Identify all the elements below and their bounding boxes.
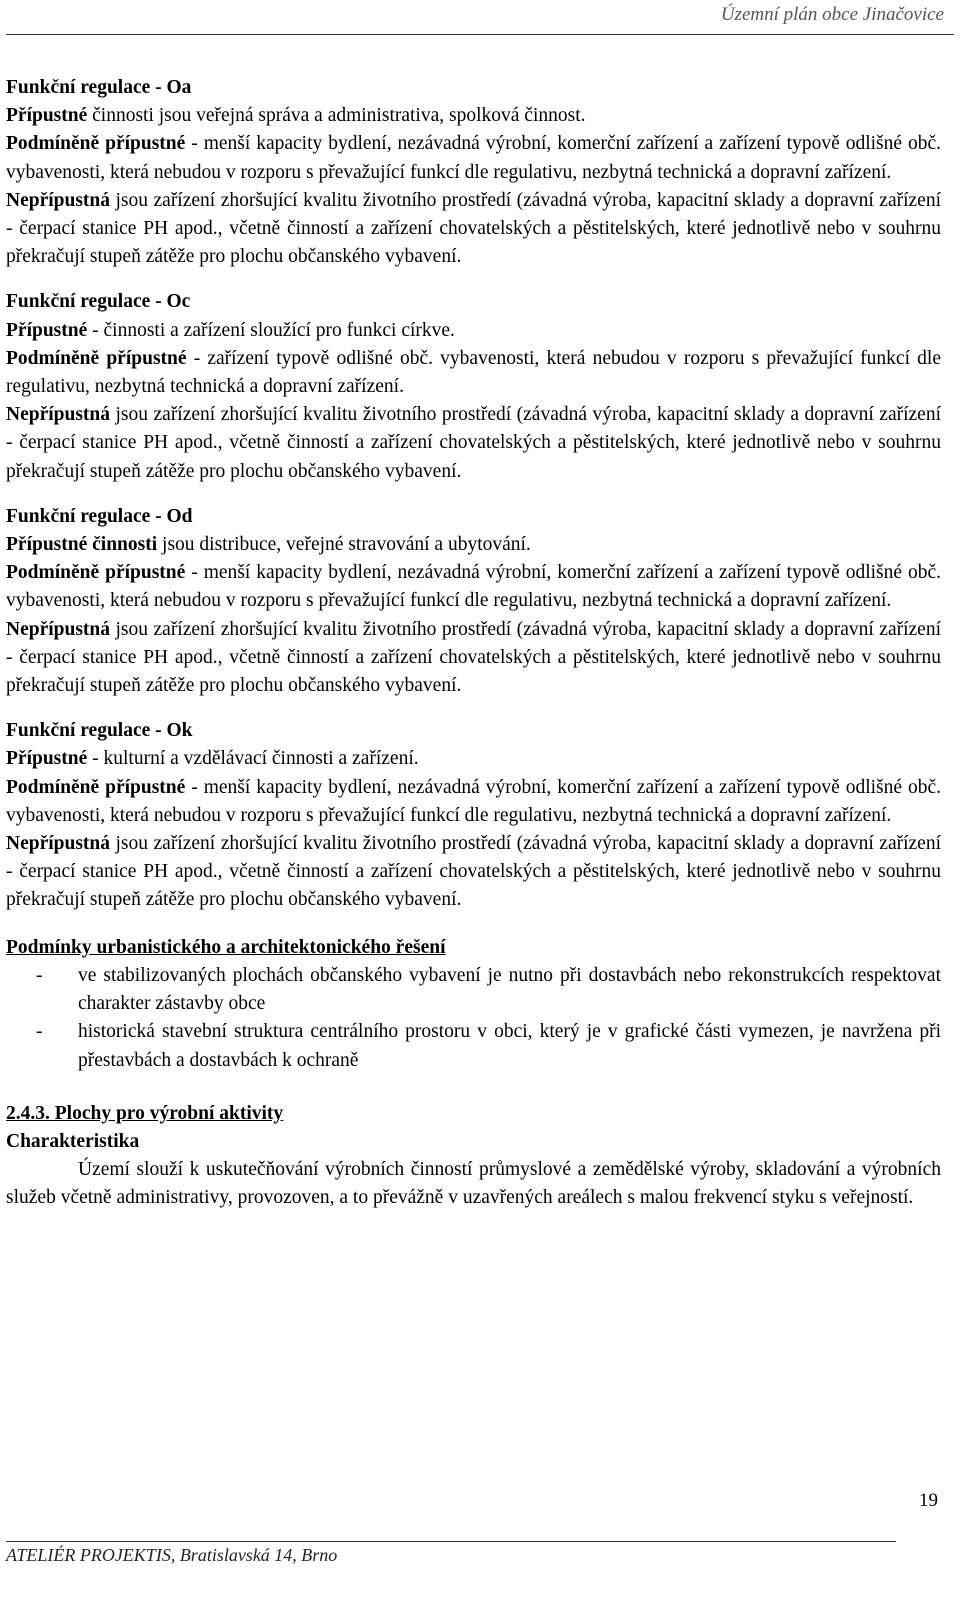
permitted-text: jsou distribuce, veřejné stravování a ubytování.: [157, 534, 531, 556]
document-header-title: Územní plán obce Jinačovice: [720, 4, 944, 25]
conditional-label: Podmíněně přípustné: [6, 133, 186, 155]
conditional-text: - zařízení typově odlišné obč. vybavenosti, která nebudou v rozporu s převažující funkcí dle regulativu, nezbytná technická a dopravní zařízení.: [6, 347, 941, 398]
permitted-label: Přípustné: [6, 319, 88, 341]
conditions-heading: Podmínky urbanistického a architektonického řešení: [6, 936, 446, 958]
section-title: Funkční regulace - Ok: [6, 720, 193, 742]
forbidden-paragraph: [6, 187, 941, 272]
section-title: Funkční regulace - Oc: [6, 291, 191, 313]
permitted-label: Přípustné: [6, 105, 88, 127]
list-item-text: historická stavební struktura centrálního prostoru v obci, který je v grafické části vymezen, je navržena při přestavbách a dostavbách k ochraně: [78, 1021, 941, 1071]
permitted-paragraph: [6, 102, 941, 130]
forbidden-label: Nepřípustná: [6, 404, 111, 426]
conditional-paragraph: [6, 130, 941, 186]
regulation-section-oa: [6, 74, 941, 271]
chapter-heading: 2.4.3. Plochy pro výrobní aktivity: [6, 1102, 284, 1124]
forbidden-text: jsou zařízení zhoršující kvalitu životního prostředí (závadná výroba, kapacitní sklady a dopravní zařízení - čerpací stanice PH apod., včetně činností a zařízení chovatelských a pěstitelských, které jednotlivě nebo v souhrnu překračují stupeň zátěže pro plochu občanského vybavení.: [6, 833, 941, 911]
conditional-label: Podmíněně přípustné: [6, 776, 186, 798]
regulation-section-oc: [6, 288, 941, 485]
regulation-section-od: [6, 503, 941, 700]
permitted-paragraph: [6, 531, 941, 559]
dash-bullet: -: [36, 1021, 43, 1043]
forbidden-label: Nepřípustná: [6, 189, 111, 211]
forbidden-text: jsou zařízení zhoršující kvalitu životního prostředí (závadná výroba, kapacitní sklady a dopravní zařízení - čerpací stanice PH apod., včetně činností a zařízení chovatelských a pěstitelských, které jednotlivě nebo v souhrnu překračují stupeň zátěže pro plochu občanského vybavení.: [6, 189, 941, 268]
conditional-text: - menší kapacity bydlení, nezávadná výrobní, komerční zařízení a zařízení typově odlišné obč. vybavenosti, která nebudou v rozporu s převažující funkcí dle regulativu, nezbytná technická a dopravní zařízení.: [6, 776, 941, 826]
forbidden-label: Nepřípustná: [6, 833, 111, 855]
permitted-paragraph: [6, 745, 941, 773]
permitted-label: Přípustné: [6, 748, 88, 770]
list-item: [6, 962, 941, 1018]
conditional-label: Podmíněně přípustné: [6, 562, 186, 584]
conditional-paragraph: [6, 559, 941, 615]
conditional-paragraph: [6, 345, 941, 401]
section-title: Funkční regulace - Oa: [6, 77, 192, 98]
footer-text: ATELIÉR PROJEKTIS, Bratislavská 14, Brno: [6, 1545, 338, 1565]
conditional-label: Podmíněně přípustné: [6, 347, 187, 369]
page-number: 19: [919, 1490, 938, 1511]
permitted-text: - činnosti a zařízení sloužící pro funkci církve.: [87, 319, 455, 341]
list-item: [6, 1018, 941, 1074]
regulation-section-ok: [6, 717, 941, 914]
document-body: [6, 74, 941, 1213]
section-title: Funkční regulace - Od: [6, 505, 193, 527]
chapter-paragraph: Území slouží k uskutečňování výrobních činností průmyslové a zemědělské výroby, skladování a výrobních služeb včetně administrativy, provozoven, a to převážně v uzavřených areálech s malou frekvencí styku s veřejností.: [6, 1159, 941, 1209]
conditions-list: [6, 962, 941, 1075]
chapter-subheading: Charakteristika: [6, 1130, 140, 1152]
forbidden-text: jsou zařízení zhoršující kvalitu životního prostředí (závadná výroba, kapacitní sklady a dopravní zařízení - čerpací stanice PH apod., včetně činností a zařízení chovatelských a pěstitelských, které jednotlivě nebo v souhrnu překračují stupeň zátěže pro plochu občanského vybavení.: [6, 618, 941, 697]
footer-divider: [6, 1541, 896, 1542]
forbidden-text: jsou zařízení zhoršující kvalitu životního prostředí (závadná výroba, kapacitní sklady a dopravní zařízení - čerpací stanice PH apod., včetně činností a zařízení chovatelských a pěstitelských, které jednotlivě nebo v souhrnu překračují stupeň zátěže pro plochu občanského vybavení.: [6, 404, 941, 482]
conditional-text: - menší kapacity bydlení, nezávadná výrobní, komerční zařízení a zařízení typově odlišné obč. vybavenosti, která nebudou v rozporu s převažující funkcí dle regulativu, nezbytná technická a dopravní zařízení.: [6, 133, 941, 183]
conditional-paragraph: [6, 774, 941, 830]
permitted-text: - kulturní a vzdělávací činnosti a zařízení.: [87, 748, 419, 770]
header-divider: [6, 34, 954, 35]
permitted-paragraph: [6, 317, 941, 345]
dash-bullet: -: [36, 964, 43, 986]
forbidden-paragraph: [6, 616, 941, 701]
list-item-text: ve stabilizovaných plochách občanského vybavení je nutno při dostavbách nebo rekonstrukcích respektovat charakter zástavby obce: [78, 964, 941, 1015]
forbidden-paragraph: [6, 830, 941, 915]
permitted-label: Přípustné činnosti: [6, 534, 158, 556]
conditional-text: - menší kapacity bydlení, nezávadná výrobní, komerční zařízení a zařízení typově odlišné obč. vybavenosti, která nebudou v rozporu s převažující funkcí dle regulativu, nezbytná technická a dopravní zařízení.: [6, 562, 941, 612]
permitted-text: činnosti jsou veřejná správa a administrativa, spolková činnost.: [87, 105, 586, 127]
forbidden-paragraph: [6, 401, 941, 486]
forbidden-label: Nepřípustná: [6, 618, 111, 640]
